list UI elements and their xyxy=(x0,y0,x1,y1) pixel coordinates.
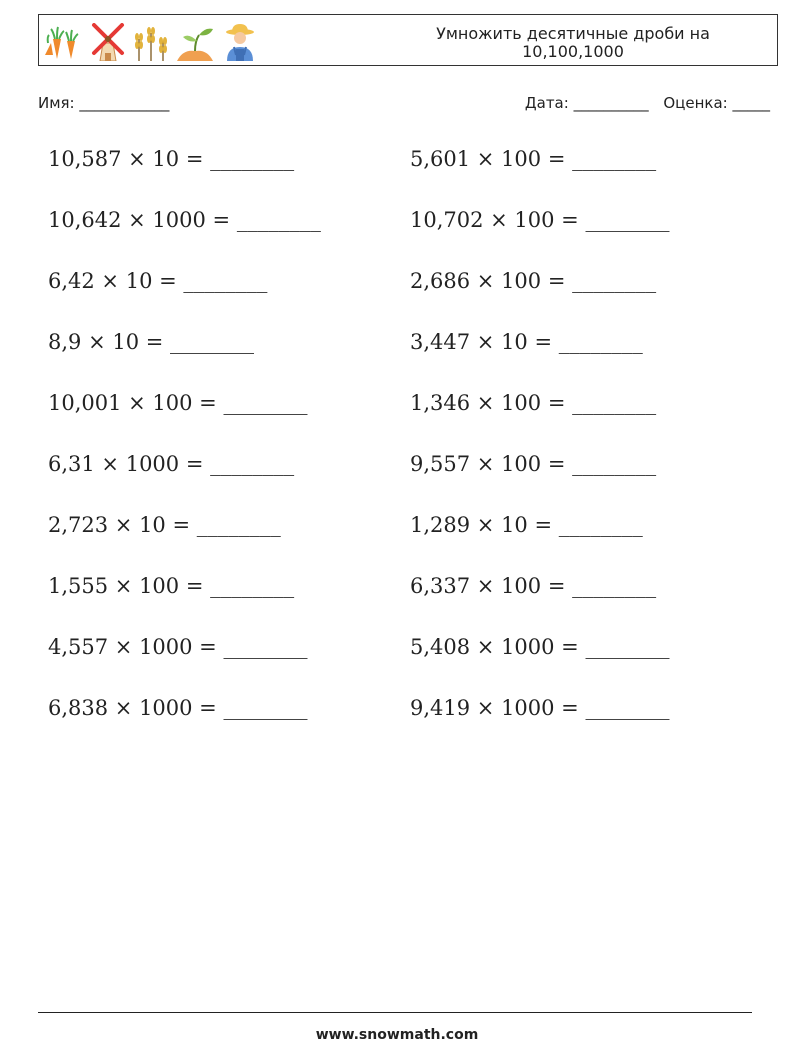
problem-left-1: 10,587 × 10 = ________ xyxy=(48,147,295,171)
problem-left-6: 6,31 × 1000 = ________ xyxy=(48,452,295,476)
wheat-icon xyxy=(133,25,169,61)
problem-right-10: 9,419 × 1000 = ________ xyxy=(410,696,670,720)
footer-divider xyxy=(38,1012,752,1013)
carrots-icon xyxy=(45,25,83,61)
farmer-icon xyxy=(221,23,259,61)
grade-field: Оценка: _____ xyxy=(663,94,770,112)
header-icons xyxy=(45,21,259,61)
problem-right-6: 9,557 × 100 = ________ xyxy=(410,452,657,476)
problem-left-8: 1,555 × 100 = ________ xyxy=(48,574,295,598)
problem-right-1: 5,601 × 100 = ________ xyxy=(410,147,657,171)
problem-right-2: 10,702 × 100 = ________ xyxy=(410,208,670,232)
name-field: Имя: ____________ xyxy=(38,94,170,112)
date-grade-fields xyxy=(525,94,770,112)
sprout-icon xyxy=(175,25,215,61)
problem-right-7: 1,289 × 10 = ________ xyxy=(410,513,643,537)
date-field: Дата: __________ xyxy=(524,94,649,112)
problem-left-7: 2,723 × 10 = ________ xyxy=(48,513,281,537)
windmill-icon xyxy=(89,23,127,61)
problem-left-9: 4,557 × 1000 = ________ xyxy=(48,635,308,659)
footer-site-link[interactable]: www.snowmath.com xyxy=(315,1027,479,1043)
problem-left-4: 8,9 × 10 = ________ xyxy=(48,330,255,354)
worksheet-header xyxy=(38,14,778,66)
problem-right-9: 5,408 × 1000 = ________ xyxy=(410,635,670,659)
problem-left-3: 6,42 × 10 = ________ xyxy=(48,269,268,293)
problem-left-5: 10,001 × 100 = ________ xyxy=(48,391,308,415)
problem-right-4: 3,447 × 10 = ________ xyxy=(410,330,643,354)
problem-right-8: 6,337 × 100 = ________ xyxy=(410,574,657,598)
problem-right-5: 1,346 × 100 = ________ xyxy=(410,391,657,415)
problem-left-2: 10,642 × 1000 = ________ xyxy=(48,208,321,232)
worksheet-title: Умножить десятичные дроби на 10,100,1000 xyxy=(436,24,710,61)
problem-left-10: 6,838 × 1000 = ________ xyxy=(48,696,308,720)
problem-right-3: 2,686 × 100 = ________ xyxy=(410,269,657,293)
